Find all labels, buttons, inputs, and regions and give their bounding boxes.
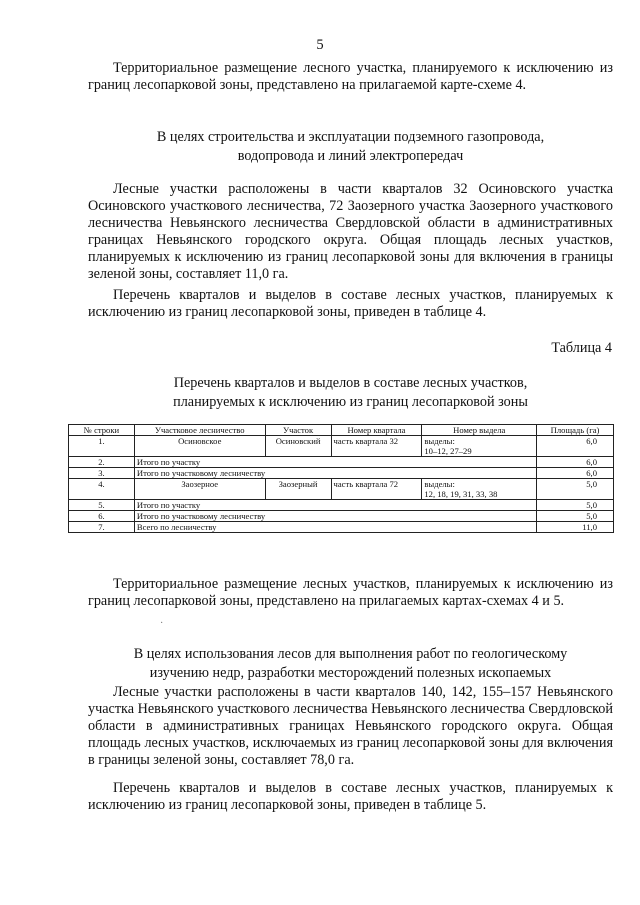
row-number: 7. [69,522,135,533]
forestry-cell: Осиновское [134,436,265,457]
forest-plots-table [68,424,614,533]
heading-line: В целях строительства и эксплуатации подземного газопровода, [156,129,545,145]
forestry-cell: Заозерное [134,479,265,500]
table-row [69,511,614,522]
area-cell: 5,0 [537,511,614,522]
heading-line: изучению недр, разработки месторождений полезных ископаемых [149,665,552,681]
quarter-cell: часть квартала 72 [331,479,422,500]
plot-cell: Осиновский [265,436,331,457]
table-row [69,436,614,457]
subtotal-label: Итого по участку [134,500,536,511]
area-cell: 11,0 [537,522,614,533]
total-label: Всего по лесничеству [134,522,536,533]
row-number: 2. [69,457,135,468]
section-heading-gas [88,128,613,166]
plot-cell: Заозерный [265,479,331,500]
subtotal-label: Итого по участковому лесничеству [134,468,536,479]
row-number: 5. [69,500,135,511]
page-number: 5 [316,37,324,53]
paragraph-maps-4-5: Территориальное размещение лесных участков, планируемых к исключению из границ лесопарковой зоны, представлено на прилагаемых картах-схемах 4 и 5. [88,576,613,609]
section-heading-geology [88,645,613,683]
scan-mark: · [160,618,164,629]
allotment-cell [422,436,537,457]
table-row [69,479,614,500]
table-row [69,468,614,479]
header-cell: Участковое лесничество [134,425,265,436]
header-cell: Номер квартала [331,425,422,436]
header-cell: Участок [265,425,331,436]
subtotal-label: Итого по участку [134,457,536,468]
paragraph-geology-plots: Лесные участки расположены в части кварталов 140, 142, 155–157 Невьянского участка Невьянского участкового лесничества Невьянского лесничества Свердловской области в административных границах Невьянского городского округа. Общая площадь лесных участков, исключаемых из границ лесопарковой зоны для включения в границы зеленой зоны, составляет 78,0 га. [88,684,613,768]
area-cell: 6,0 [537,457,614,468]
allotment-list: 12, 18, 19, 31, 33, 38 [424,489,498,499]
allotment-label: выделы: [424,436,455,446]
row-number: 1. [69,436,135,457]
paragraph-table-5-ref: Перечень кварталов и выделов в составе лесных участков, планируемых к исключению из границ лесопарковой зоны, приведен в таблице 5. [88,780,613,813]
table-row [69,457,614,468]
heading-line: В целях использования лесов для выполнения работ по геологическому [133,646,568,662]
header-cell: № строки [69,425,135,436]
row-number: 3. [69,468,135,479]
quarter-cell: часть квартала 32 [331,436,422,457]
table-row [69,500,614,511]
area-cell: 6,0 [537,436,614,457]
table-title-line: Перечень кварталов и выделов в составе лесных участков, [173,375,528,391]
table-caption: Таблица 4 [551,340,612,356]
area-cell: 5,0 [537,479,614,500]
paragraph-gas-plots: Лесные участки расположены в части кварталов 32 Осиновского участка Осиновского участкового лесничества, 72 Заозерного участка Заозерного участкового лесничества Невьянского лесничества Свердловской области в административных границах Невьянского городского округа. Общая площадь лесных участков, планируемых к исключению из границ лесопарковой зоны для включения в границы зеленой зоны, составляет 11,0 га. [88,181,613,282]
row-number: 4. [69,479,135,500]
row-number: 6. [69,511,135,522]
area-cell: 5,0 [537,500,614,511]
area-cell: 6,0 [537,468,614,479]
paragraph-table-4-ref: Перечень кварталов и выделов в составе лесных участков, планируемых к исключению из границ лесопарковой зоны, приведен в таблице 4. [88,287,613,320]
header-cell: Номер выдела [422,425,537,436]
header-cell: Площадь (га) [537,425,614,436]
allotment-label: выделы: [424,479,455,489]
table-title [88,374,613,412]
table-row [69,522,614,533]
table-title-line: планируемых к исключению из границ лесопарковой зоны [173,394,528,410]
allotment-cell [422,479,537,500]
subtotal-label: Итого по участковому лесничеству [134,511,536,522]
allotment-list: 10–12, 27–29 [424,446,472,456]
heading-line: водопровода и линий электропередач [237,148,464,164]
table-header-row [69,425,614,436]
paragraph-map-4: Территориальное размещение лесного участка, планируемого к исключению из границ лесопарковой зоны, представлено на прилагаемой карте-схеме 4. [88,60,613,93]
